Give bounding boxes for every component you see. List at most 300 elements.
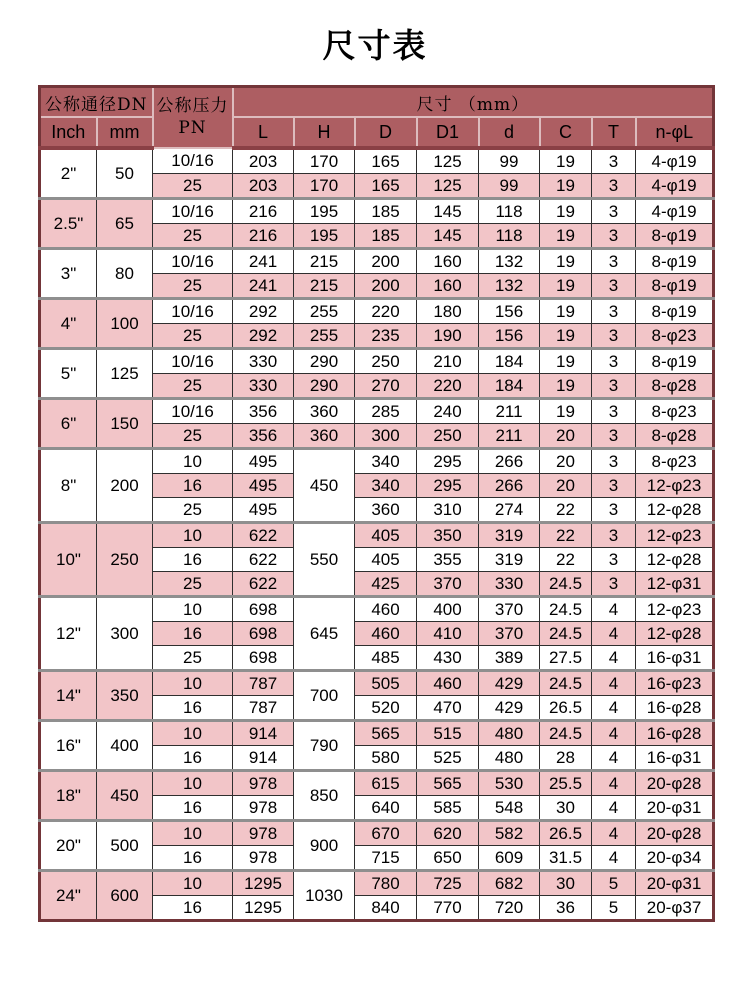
cell-l: 203 xyxy=(233,174,294,199)
dimension-table-body xyxy=(40,148,714,921)
cell-l: 241 xyxy=(233,249,294,274)
cell-inch: 6" xyxy=(40,399,97,449)
cell-pn: 10/16 xyxy=(153,148,233,174)
cell-l: 698 xyxy=(233,622,294,646)
header-dim-d-small: d xyxy=(479,117,540,148)
cell-d: 615 xyxy=(355,771,417,796)
cell-n-phil: 20-φ28 xyxy=(636,821,714,846)
cell-l: 216 xyxy=(233,224,294,249)
cell-c: 30 xyxy=(540,796,592,821)
cell-n-phil: 12-φ23 xyxy=(636,474,714,498)
cell-n-phil: 20-φ31 xyxy=(636,796,714,821)
cell-pn: 10 xyxy=(153,771,233,796)
cell-t: 3 xyxy=(592,498,636,523)
cell-c: 28 xyxy=(540,746,592,771)
cell-d-small: 319 xyxy=(479,523,540,548)
cell-l: 292 xyxy=(233,299,294,324)
cell-d: 185 xyxy=(355,199,417,224)
cell-d-small: 389 xyxy=(479,646,540,671)
cell-h: 195 xyxy=(294,224,355,249)
cell-pn: 16 xyxy=(153,746,233,771)
cell-n-phil: 12-φ28 xyxy=(636,548,714,572)
table-header xyxy=(40,87,714,149)
cell-d1: 190 xyxy=(417,324,479,349)
cell-pn: 10 xyxy=(153,871,233,896)
cell-l: 292 xyxy=(233,324,294,349)
cell-d: 165 xyxy=(355,174,417,199)
cell-mm: 100 xyxy=(97,299,153,349)
cell-d: 185 xyxy=(355,224,417,249)
cell-c: 19 xyxy=(540,399,592,424)
cell-l: 622 xyxy=(233,548,294,572)
cell-pn: 10/16 xyxy=(153,199,233,224)
header-inch: Inch xyxy=(40,117,97,148)
cell-c: 36 xyxy=(540,896,592,921)
header-mm: mm xyxy=(97,117,153,148)
cell-l: 698 xyxy=(233,646,294,671)
cell-c: 26.5 xyxy=(540,821,592,846)
cell-n-phil: 8-φ28 xyxy=(636,424,714,449)
cell-d-small: 211 xyxy=(479,424,540,449)
cell-d1: 240 xyxy=(417,399,479,424)
cell-pn: 16 xyxy=(153,796,233,821)
cell-d: 460 xyxy=(355,597,417,622)
cell-d1: 295 xyxy=(417,474,479,498)
cell-c: 19 xyxy=(540,174,592,199)
cell-l: 330 xyxy=(233,374,294,399)
cell-d: 565 xyxy=(355,721,417,746)
cell-d1: 145 xyxy=(417,224,479,249)
cell-n-phil: 8-φ19 xyxy=(636,299,714,324)
cell-t: 4 xyxy=(592,746,636,771)
cell-t: 3 xyxy=(592,349,636,374)
cell-d-small: 370 xyxy=(479,622,540,646)
cell-d-small: 118 xyxy=(479,199,540,224)
cell-c: 27.5 xyxy=(540,646,592,671)
cell-pn: 10/16 xyxy=(153,299,233,324)
cell-pn: 25 xyxy=(153,498,233,523)
cell-n-phil: 20-φ37 xyxy=(636,896,714,921)
cell-d: 405 xyxy=(355,523,417,548)
cell-d-small: 480 xyxy=(479,746,540,771)
cell-d-small: 480 xyxy=(479,721,540,746)
cell-d: 780 xyxy=(355,871,417,896)
cell-c: 20 xyxy=(540,424,592,449)
cell-t: 3 xyxy=(592,424,636,449)
cell-d1: 725 xyxy=(417,871,479,896)
cell-t: 3 xyxy=(592,224,636,249)
cell-d: 405 xyxy=(355,548,417,572)
cell-inch: 16" xyxy=(40,721,97,771)
cell-mm: 450 xyxy=(97,771,153,821)
cell-d: 340 xyxy=(355,474,417,498)
header-dim-h: H xyxy=(294,117,355,148)
cell-d: 250 xyxy=(355,349,417,374)
cell-t: 4 xyxy=(592,721,636,746)
cell-pn: 16 xyxy=(153,548,233,572)
cell-t: 4 xyxy=(592,671,636,696)
cell-h: 255 xyxy=(294,324,355,349)
header-dim-d1: D1 xyxy=(417,117,479,148)
cell-inch: 24" xyxy=(40,871,97,921)
cell-d-small: 530 xyxy=(479,771,540,796)
cell-n-phil: 4-φ19 xyxy=(636,148,714,174)
cell-d: 520 xyxy=(355,696,417,721)
cell-d: 300 xyxy=(355,424,417,449)
cell-inch: 12" xyxy=(40,597,97,671)
table-row xyxy=(40,199,714,224)
cell-n-phil: 16-φ28 xyxy=(636,721,714,746)
cell-t: 4 xyxy=(592,696,636,721)
cell-d-small: 156 xyxy=(479,299,540,324)
cell-mm: 125 xyxy=(97,349,153,399)
cell-d: 200 xyxy=(355,274,417,299)
cell-n-phil: 8-φ23 xyxy=(636,449,714,474)
cell-d: 220 xyxy=(355,299,417,324)
cell-d-small: 266 xyxy=(479,474,540,498)
cell-d-small: 132 xyxy=(479,249,540,274)
cell-d1: 470 xyxy=(417,696,479,721)
cell-c: 24.5 xyxy=(540,671,592,696)
cell-n-phil: 12-φ31 xyxy=(636,572,714,597)
cell-d1: 400 xyxy=(417,597,479,622)
cell-d1: 210 xyxy=(417,349,479,374)
cell-n-phil: 12-φ28 xyxy=(636,622,714,646)
cell-n-phil: 16-φ31 xyxy=(636,746,714,771)
dimension-table xyxy=(38,85,715,922)
cell-pn: 16 xyxy=(153,846,233,871)
cell-d1: 585 xyxy=(417,796,479,821)
cell-d-small: 156 xyxy=(479,324,540,349)
cell-d-small: 682 xyxy=(479,871,540,896)
cell-d: 505 xyxy=(355,671,417,696)
cell-t: 3 xyxy=(592,572,636,597)
cell-pn: 10 xyxy=(153,523,233,548)
cell-c: 20 xyxy=(540,449,592,474)
cell-c: 30 xyxy=(540,871,592,896)
cell-d1: 370 xyxy=(417,572,479,597)
cell-l: 495 xyxy=(233,498,294,523)
cell-d: 235 xyxy=(355,324,417,349)
cell-h: 215 xyxy=(294,249,355,274)
cell-c: 19 xyxy=(540,349,592,374)
cell-l: 978 xyxy=(233,846,294,871)
table-row xyxy=(40,299,714,324)
cell-l: 622 xyxy=(233,523,294,548)
cell-d1: 650 xyxy=(417,846,479,871)
cell-h-merged: 1030 xyxy=(294,871,355,921)
table-row xyxy=(40,148,714,174)
header-pn-line1: 公称压力 xyxy=(156,96,229,117)
cell-inch: 5" xyxy=(40,349,97,399)
cell-d: 840 xyxy=(355,896,417,921)
cell-d1: 410 xyxy=(417,622,479,646)
cell-d-small: 429 xyxy=(479,696,540,721)
cell-inch: 2" xyxy=(40,148,97,199)
cell-n-phil: 16-φ23 xyxy=(636,671,714,696)
cell-l: 495 xyxy=(233,449,294,474)
table-row xyxy=(40,597,714,622)
cell-d-small: 99 xyxy=(479,174,540,199)
cell-h-merged: 645 xyxy=(294,597,355,671)
cell-d-small: 184 xyxy=(479,374,540,399)
cell-t: 3 xyxy=(592,148,636,174)
cell-h: 360 xyxy=(294,424,355,449)
cell-pn: 25 xyxy=(153,274,233,299)
header-dim-c: C xyxy=(540,117,592,148)
cell-l: 1295 xyxy=(233,896,294,921)
cell-t: 3 xyxy=(592,299,636,324)
cell-t: 4 xyxy=(592,622,636,646)
cell-c: 19 xyxy=(540,199,592,224)
cell-t: 3 xyxy=(592,249,636,274)
page-title: 尺寸表 xyxy=(322,27,428,64)
cell-c: 19 xyxy=(540,324,592,349)
cell-h-merged: 450 xyxy=(294,449,355,523)
cell-d: 670 xyxy=(355,821,417,846)
cell-c: 19 xyxy=(540,224,592,249)
cell-h: 170 xyxy=(294,174,355,199)
cell-t: 3 xyxy=(592,474,636,498)
cell-t: 4 xyxy=(592,597,636,622)
cell-d: 640 xyxy=(355,796,417,821)
cell-pn: 25 xyxy=(153,646,233,671)
cell-pn: 25 xyxy=(153,324,233,349)
cell-h-merged: 850 xyxy=(294,771,355,821)
cell-pn: 25 xyxy=(153,174,233,199)
cell-pn: 16 xyxy=(153,896,233,921)
cell-t: 4 xyxy=(592,646,636,671)
cell-n-phil: 20-φ31 xyxy=(636,871,714,896)
cell-pn: 10 xyxy=(153,449,233,474)
cell-c: 22 xyxy=(540,523,592,548)
cell-c: 25.5 xyxy=(540,771,592,796)
cell-l: 787 xyxy=(233,696,294,721)
cell-n-phil: 8-φ23 xyxy=(636,324,714,349)
cell-d1: 620 xyxy=(417,821,479,846)
cell-t: 3 xyxy=(592,324,636,349)
cell-d: 580 xyxy=(355,746,417,771)
table-row xyxy=(40,349,714,374)
cell-n-phil: 12-φ23 xyxy=(636,597,714,622)
cell-l: 978 xyxy=(233,796,294,821)
cell-h-merged: 900 xyxy=(294,821,355,871)
cell-n-phil: 4-φ19 xyxy=(636,174,714,199)
cell-d1: 515 xyxy=(417,721,479,746)
cell-d: 360 xyxy=(355,498,417,523)
cell-l: 622 xyxy=(233,572,294,597)
cell-mm: 200 xyxy=(97,449,153,523)
cell-mm: 65 xyxy=(97,199,153,249)
cell-l: 203 xyxy=(233,148,294,174)
cell-pn: 25 xyxy=(153,572,233,597)
header-dim-d: D xyxy=(355,117,417,148)
cell-inch: 3" xyxy=(40,249,97,299)
cell-inch: 14" xyxy=(40,671,97,721)
cell-pn: 10 xyxy=(153,597,233,622)
table-row xyxy=(40,449,714,474)
cell-pn: 16 xyxy=(153,622,233,646)
cell-n-phil: 8-φ19 xyxy=(636,249,714,274)
cell-d-small: 429 xyxy=(479,671,540,696)
cell-h-merged: 790 xyxy=(294,721,355,771)
cell-inch: 10" xyxy=(40,523,97,597)
header-size: 尺寸 （mm） xyxy=(233,87,714,118)
header-dim-t: T xyxy=(592,117,636,148)
cell-c: 19 xyxy=(540,299,592,324)
cell-c: 19 xyxy=(540,274,592,299)
cell-n-phil: 16-φ31 xyxy=(636,646,714,671)
cell-l: 216 xyxy=(233,199,294,224)
cell-n-phil: 20-φ34 xyxy=(636,846,714,871)
cell-d: 425 xyxy=(355,572,417,597)
table-row xyxy=(40,821,714,846)
cell-mm: 250 xyxy=(97,523,153,597)
cell-d-small: 118 xyxy=(479,224,540,249)
cell-d1: 180 xyxy=(417,299,479,324)
cell-inch: 8" xyxy=(40,449,97,523)
cell-pn: 16 xyxy=(153,696,233,721)
cell-t: 5 xyxy=(592,871,636,896)
table-row xyxy=(40,871,714,896)
cell-t: 3 xyxy=(592,449,636,474)
cell-d: 460 xyxy=(355,622,417,646)
cell-t: 5 xyxy=(592,896,636,921)
cell-n-phil: 16-φ28 xyxy=(636,696,714,721)
cell-d1: 565 xyxy=(417,771,479,796)
cell-mm: 400 xyxy=(97,721,153,771)
cell-n-phil: 4-φ19 xyxy=(636,199,714,224)
cell-d-small: 211 xyxy=(479,399,540,424)
cell-d-small: 274 xyxy=(479,498,540,523)
cell-d: 485 xyxy=(355,646,417,671)
cell-d-small: 184 xyxy=(479,349,540,374)
cell-inch: 18" xyxy=(40,771,97,821)
cell-n-phil: 8-φ19 xyxy=(636,349,714,374)
table-row xyxy=(40,523,714,548)
cell-mm: 150 xyxy=(97,399,153,449)
cell-d-small: 319 xyxy=(479,548,540,572)
cell-h-merged: 700 xyxy=(294,671,355,721)
table-row xyxy=(40,399,714,424)
cell-d-small: 548 xyxy=(479,796,540,821)
cell-d1: 160 xyxy=(417,274,479,299)
cell-h-merged: 550 xyxy=(294,523,355,597)
cell-t: 3 xyxy=(592,374,636,399)
cell-d1: 145 xyxy=(417,199,479,224)
cell-c: 19 xyxy=(540,374,592,399)
cell-d1: 160 xyxy=(417,249,479,274)
cell-t: 3 xyxy=(592,274,636,299)
cell-pn: 10 xyxy=(153,821,233,846)
cell-d: 340 xyxy=(355,449,417,474)
cell-h: 215 xyxy=(294,274,355,299)
cell-mm: 80 xyxy=(97,249,153,299)
header-dim-l: L xyxy=(233,117,294,148)
cell-c: 22 xyxy=(540,548,592,572)
cell-d1: 460 xyxy=(417,671,479,696)
cell-t: 4 xyxy=(592,796,636,821)
cell-mm: 350 xyxy=(97,671,153,721)
cell-pn: 16 xyxy=(153,474,233,498)
cell-d1: 125 xyxy=(417,148,479,174)
cell-n-phil: 8-φ19 xyxy=(636,274,714,299)
cell-pn: 10/16 xyxy=(153,249,233,274)
cell-h: 255 xyxy=(294,299,355,324)
cell-l: 356 xyxy=(233,399,294,424)
cell-pn: 10 xyxy=(153,721,233,746)
cell-l: 978 xyxy=(233,771,294,796)
cell-d1: 220 xyxy=(417,374,479,399)
cell-d: 270 xyxy=(355,374,417,399)
cell-mm: 600 xyxy=(97,871,153,921)
cell-d: 200 xyxy=(355,249,417,274)
cell-c: 19 xyxy=(540,148,592,174)
cell-d-small: 609 xyxy=(479,846,540,871)
cell-d1: 355 xyxy=(417,548,479,572)
cell-l: 495 xyxy=(233,474,294,498)
cell-t: 4 xyxy=(592,771,636,796)
cell-c: 24.5 xyxy=(540,597,592,622)
cell-n-phil: 8-φ19 xyxy=(636,224,714,249)
cell-t: 3 xyxy=(592,523,636,548)
table-row xyxy=(40,771,714,796)
table-row xyxy=(40,249,714,274)
cell-c: 24.5 xyxy=(540,622,592,646)
cell-h: 290 xyxy=(294,374,355,399)
cell-d1: 525 xyxy=(417,746,479,771)
header-pn xyxy=(153,87,233,149)
cell-l: 914 xyxy=(233,746,294,771)
header-dn: 公称通径DN xyxy=(40,87,153,118)
cell-d: 715 xyxy=(355,846,417,871)
cell-c: 31.5 xyxy=(540,846,592,871)
cell-t: 4 xyxy=(592,821,636,846)
cell-pn: 10 xyxy=(153,671,233,696)
cell-l: 914 xyxy=(233,721,294,746)
cell-mm: 500 xyxy=(97,821,153,871)
cell-d-small: 370 xyxy=(479,597,540,622)
cell-d-small: 99 xyxy=(479,148,540,174)
cell-d1: 250 xyxy=(417,424,479,449)
cell-n-phil: 8-φ28 xyxy=(636,374,714,399)
cell-d-small: 582 xyxy=(479,821,540,846)
cell-t: 3 xyxy=(592,399,636,424)
cell-n-phil: 12-φ28 xyxy=(636,498,714,523)
cell-h: 290 xyxy=(294,349,355,374)
header-dim-nphil: n-φL xyxy=(636,117,714,148)
cell-l: 330 xyxy=(233,349,294,374)
cell-c: 26.5 xyxy=(540,696,592,721)
cell-c: 19 xyxy=(540,249,592,274)
cell-d1: 430 xyxy=(417,646,479,671)
cell-pn: 10/16 xyxy=(153,349,233,374)
cell-h: 360 xyxy=(294,399,355,424)
cell-c: 20 xyxy=(540,474,592,498)
cell-t: 3 xyxy=(592,174,636,199)
cell-c: 24.5 xyxy=(540,572,592,597)
cell-d1: 770 xyxy=(417,896,479,921)
header-pn-line2: PN xyxy=(178,117,207,138)
cell-t: 4 xyxy=(592,846,636,871)
table-row xyxy=(40,671,714,696)
cell-d1: 310 xyxy=(417,498,479,523)
cell-l: 978 xyxy=(233,821,294,846)
cell-pn: 10/16 xyxy=(153,399,233,424)
cell-n-phil: 20-φ28 xyxy=(636,771,714,796)
cell-mm: 300 xyxy=(97,597,153,671)
cell-h: 170 xyxy=(294,148,355,174)
